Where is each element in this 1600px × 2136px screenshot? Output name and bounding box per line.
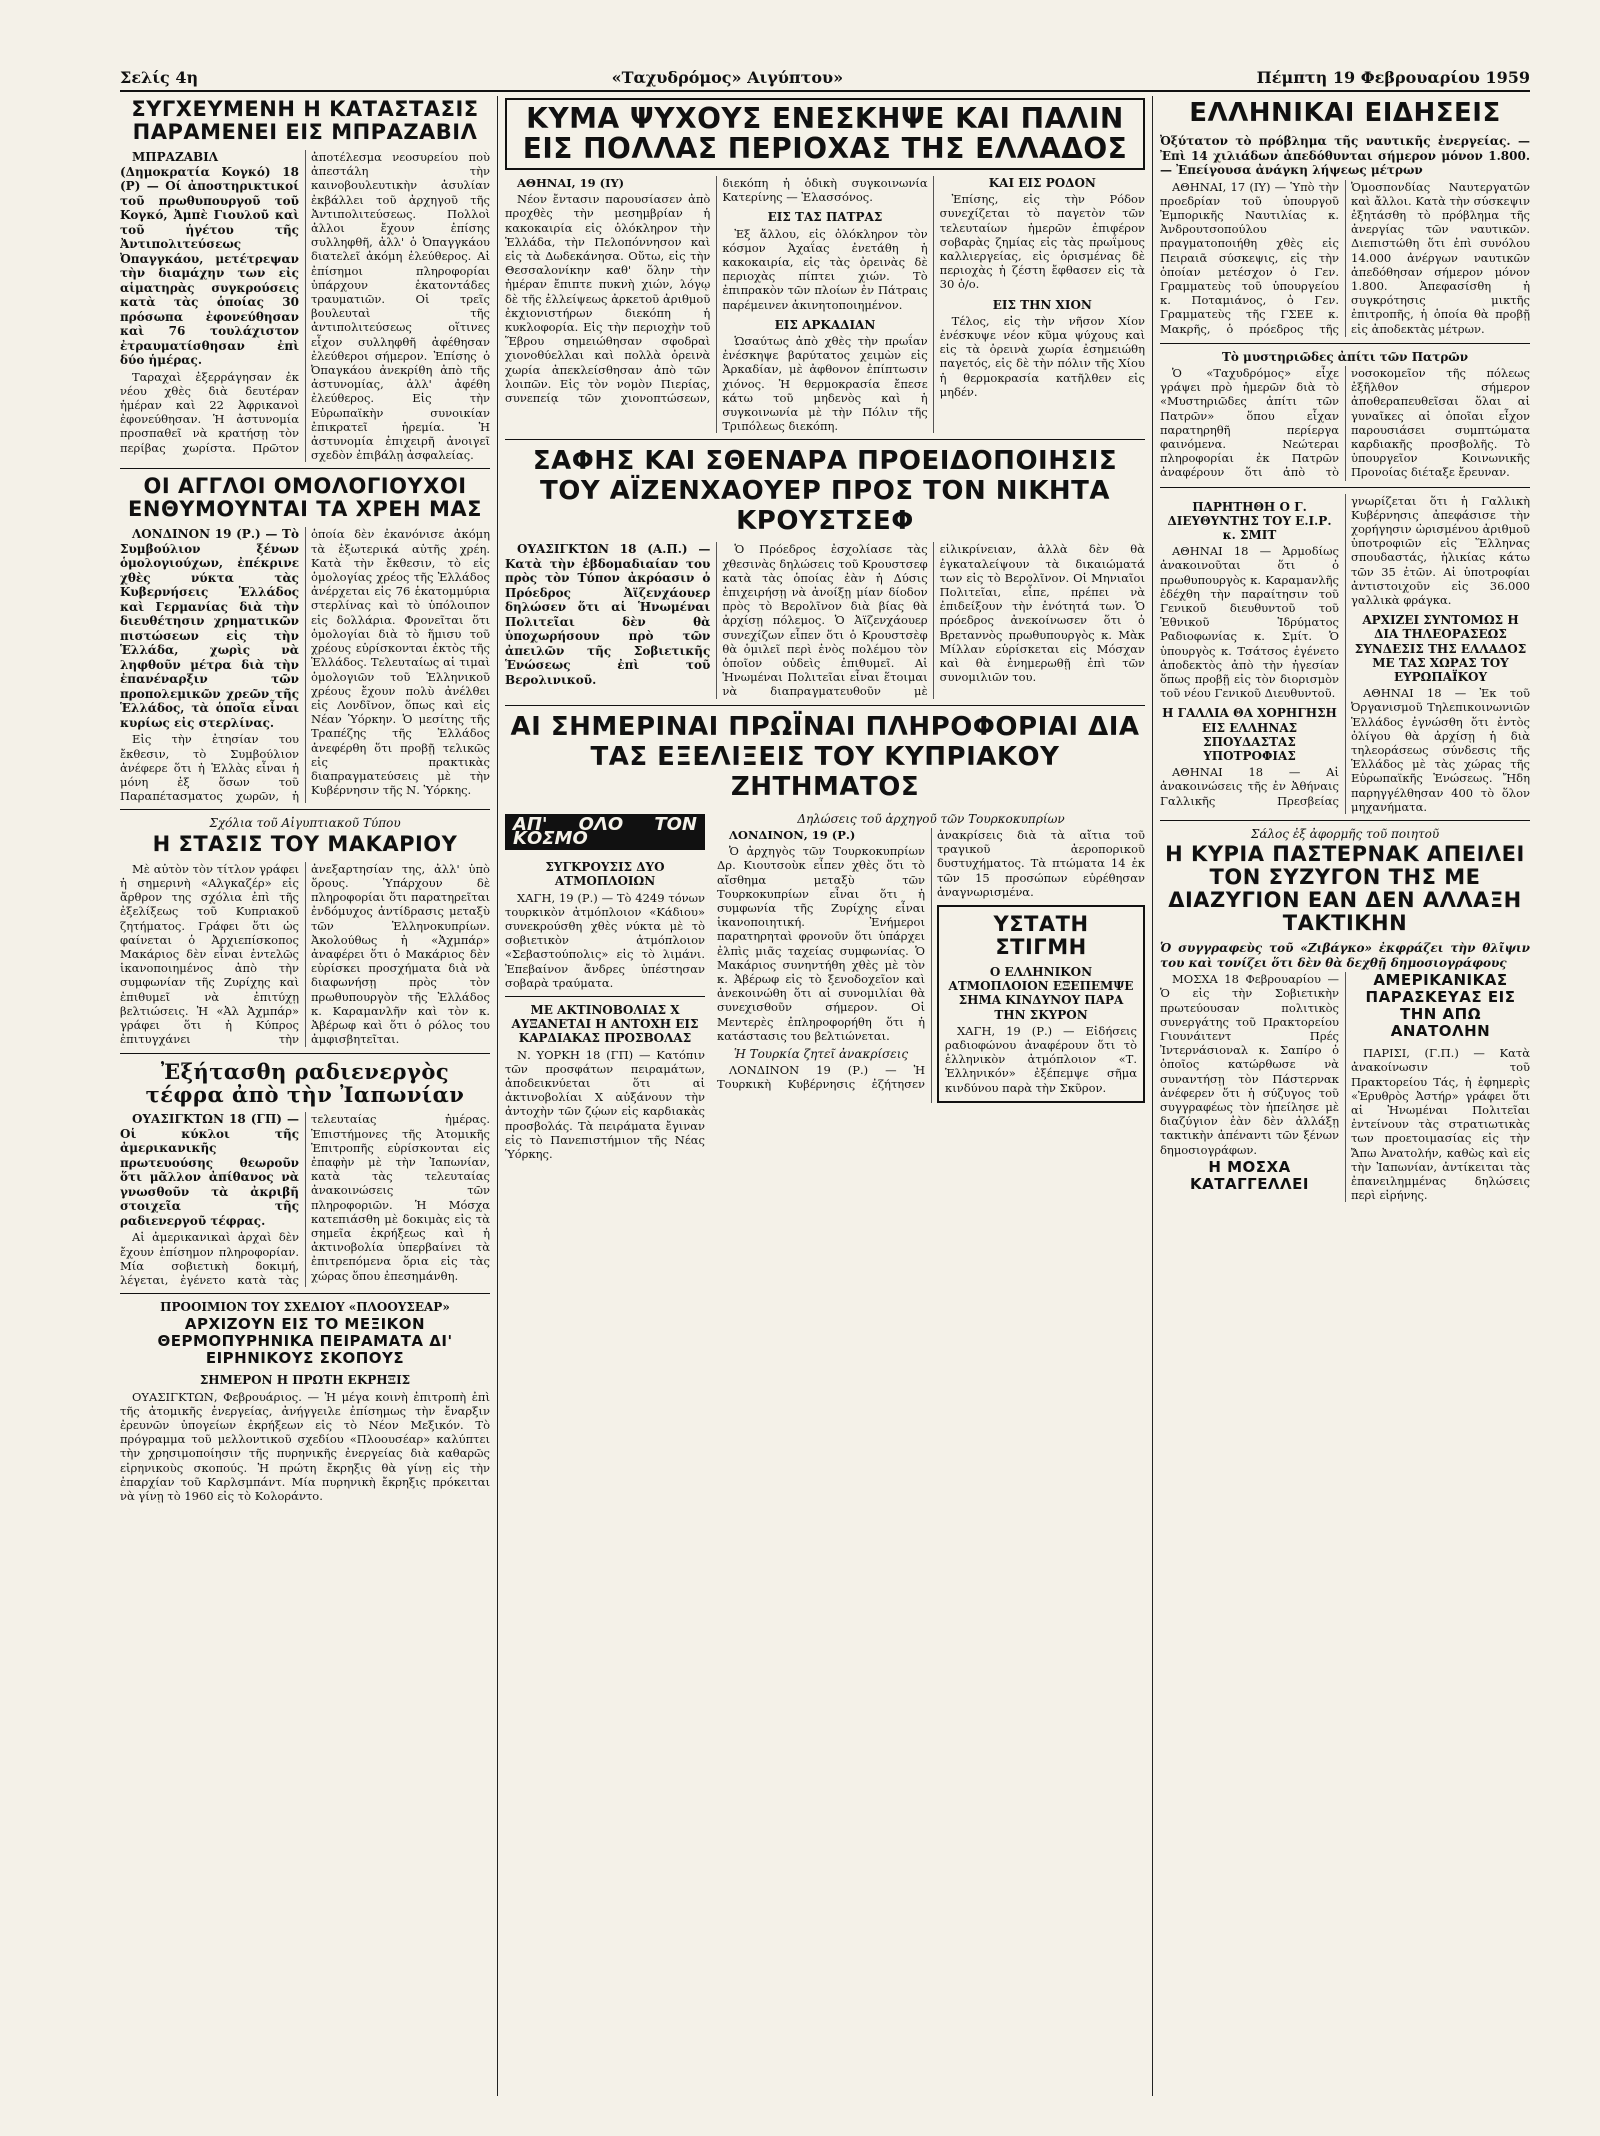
article-lead: ΜΠΡΑΖΑΒΙΛ (Δημοκρατία Κογκό) 18 (Ρ) — Οί ἀποστηρικτικοί τοῦ πρωθυπουργοῦ τοῦ Κογκό, Ἀμπὲ Γιουλοῦ καὶ τοῦ ἡγέτου τῆς Ἀντιπολιτεύσεως Ὀπαγγκάου, μετέτρεψαν τὴν διαμάχην των εἰς αἱματηρὰς συγκρούσεις κατὰ τὰς ὁποίας 30 πρόσωπα ἐφονεύθησαν καὶ 76 τουλάχιστον ἐτραυματίσθησαν ἐπὶ δύο ἡμέρας.: [120, 150, 299, 367]
bondholders-headline: ΟΙ ΑΓΓΛΟΙ ΟΜΟΛΟΓΙΟΥΧΟΙ ΕΝΘΥΜΟΥΝΤΑΙ ΤΑ ΧΡΕΗ ΜΑΣ: [128, 474, 482, 522]
brazzaville-article: [120, 150, 490, 462]
masthead-bar: [120, 64, 1530, 92]
moscow-headline: Η ΜΟΣΧΑ ΚΑΤΑΓΓΕΛΛΕΙ ΑΜΕΡΙΚΑΝΙΚΑΣ ΠΑΡΑΣΚΕΥΑΣ ΕΙΣ ΤΗΝ ΑΠΩ ΑΝΑΤΟΛΗΝ: [1190, 971, 1516, 1193]
pasternak-article: [1160, 972, 1530, 1202]
divider: [505, 439, 1145, 440]
world-heading: ΣΥΓΚΡΟΥΣΙΣ ΔΥΟ ΑΤΜΟΠΛΟΙΩΝ: [545, 860, 665, 889]
article-body: Νέον ἔντασιν παρουσίασεν ἀπὸ προχθὲς τὴν μεσημβρίαν ἡ κακοκαιρία εἰς ὁλόκληρον τὴν Ἑλλάδα, τὴν Πελοπόννησον καὶ εἰς τὰ Δωδεκάνησα. Οὕτω, εἰς τὴν Θεσσαλονίκην καθ' ὅλην τὴν ἡμέραν ἔπιπτε πυκνὴ χιών, λόγῳ δὲ τῆς ἐλλείψεως ἀρκετοῦ ἀριθμοῦ ἐκχιονιστήρων διεκόπη ἡ κυκλοφορία. Εἰς τὴν περιοχὴν τοῦ Ἕβρου σημειώθησαν σφοδραὶ χιονοθύελλαι καὶ πολλὰ ὀρεινὰ χωρία ἀπεκλείσθησαν ἀπὸ τῶν λοιπῶν. Εἰς τὸν νομὸν Πιερίας, συνεπείᾳ τῶν χιονοπτώσεων, διεκόπη ἡ ὁδικὴ συγκοινωνία Κατερίνης — Ἐλασσόνος.: [505, 176, 928, 406]
section-heading: ΚΑΙ ΕΙΣ ΡΟΔΟΝ: [988, 176, 1096, 190]
eisenhower-headline: ΣΑΦΗΣ ΚΑΙ ΣΘΕΝΑΡΑ ΠΡΟΕΙΔΟΠΟΙΗΣΙΣ ΤΟΥ ΑΪΖΕΝΧΑΟΥΕΡ ΠΡΟΣ ΤΟΝ ΝΙΚΗΤΑ ΚΡΟΥΣΤΣΕΦ: [532, 446, 1118, 537]
right-column: [1160, 96, 1530, 2096]
patras-mystery-headline: Τὸ μυστηριῶδες ἀπίτι τῶν Πατρῶν: [1221, 349, 1469, 364]
divider: [1160, 487, 1530, 488]
article-lead: Ὀξύτατον τὸ πρόβλημα τῆς ναυτικῆς ἐνεργείας. — Ἐπὶ 14 χιλιάδων ἀπεδόθυνται σήμερον μόνον 1.800. — Ἐπείγουσα ἀνάγκη λήψεως μέτρων: [1160, 134, 1530, 177]
brief-news: [1160, 494, 1530, 814]
radioactive-article: [120, 1112, 490, 1287]
divider: [505, 996, 705, 997]
article-body: Ἐξ ἄλλου, εἰς ὁλόκληρον τὸν κόσμον Ἀχαΐας ἐνετάθη ἡ κακοκαιρία, εἰς τὰς ὀρεινὰς δὲ περιοχὰς πίπτει χιών. Τὸ ἐπιπρακὸν τῶν πλοίων ἐν Πάτραις παρέμεινεν ἀκινητοποιημένον.: [722, 226, 928, 312]
plowshare-headline: ΑΡΧΙΖΟΥΝ ΕΙΣ ΤΟ ΜΕΞΙΚΟΝ ΘΕΡΜΟΠΥΡΗΝΙΚΑ ΠΕΙΡΑΜΑΤΑ ΔΙ' ΕΙΡΗΝΙΚΟΥΣ ΣΚΟΠΟΥΣ: [157, 1315, 453, 1368]
article-body: Αἱ ἀμερικανικαὶ ἀρχαὶ δὲν ἔχουν ἐπίσημον πληροφορίαν. Μία σοβιετικὴ δοκιμή, λέγεται, ἐγένετο κατὰ τὰς τελευταίας ἡμέρας. Ἐπιστήμονες τῆς Ἀτομικῆς Ἐπιτροπῆς εὑρίσκονται εἰς ἐπαφὴν μὲ τὴν Ἰαπωνίαν, κατὰ τὰς τελευταίας ἀνακοινώσεις τῶν πληροφοριῶν. Ἡ Μόσχα κατεπιάσθη μὲ δοκιμὰς εἰς τὰ σημεῖα ἐκρήξεως καὶ ἡ ἀκτινοβολία ὑπερβαίνει τὰ ἐπιτρεπόμενα ὅρια εἰς τὰς χώρας ὅπου ἐπεσημάνθη.: [120, 1112, 490, 1287]
article-body: Ὡσαύτως ἀπὸ χθὲς τὴν πρωΐαν ἐνέσκηψε βαρύτατος χειμὼν εἰς Ἀρκαδίαν, μὲ ἀφθονον ἐπίπτωσιν χιόνος. Ἡ θερμοκρασία ἔπεσε κάτω τοῦ μηδενὸς καὶ ἡ συγκοινωνία μὲ τὴν Πόλιν τῆς Τριπόλεως διεκόπη.: [722, 334, 928, 434]
article-body: Ταραχαὶ ἐξερράγησαν ἐκ νέου χθὲς διὰ δευτέραν ἡμέραν καὶ 22 Ἀφρικανοὶ ἐφονεύθησαν. Ἡ ἀστυνομία προσπαθεῖ νὰ κρατήσῃ τὸν περίβας χωρίστα. Πρῶτον ἀποτέλεσμα νεοσυρείου ποὺ ἀπεστάλη τὴν καινοβουλευτικὴν ἀσυλίαν ἐκβάλλει τοῦ ἀρχηγοῦ τῆς Ἀντιπολιτεύσεως. Πολλοὶ ἀλλοι ἔχουν ἐπίσης συλληφθῆ, ἀλλ' ὁ Ὀπαγγκάου διατελεῖ ἀκόμη ἐλεύθερος. Αἱ ἐπίσημοι πληροφορίαι ὑπάρχουν ἑκατοντάδες τραυματιῶν. Οἱ τρεῖς βουλευταὶ τῆς ἀντιπολιτεύσεως οἵτινες εἶχον συλληφθῆ ἀφέθησαν ἐλεύθεροι σήμερον. Ἐπίσης ὁ Ὀπαγκάου ἀνεκρίθη ἀπὸ τῆς ἀστυνομίας, ἀλλ' ἀφέθη ἐλεύθερος. Εἰς τὴν Εὐρωπαϊκὴν συνοικίαν ἐπικρατεῖ ἡρεμία. Ἡ ἀστυνομία ἐπιχειρῆ ἀνοιγεῖ σχεδὸν ἐπιβάλῃ ἀσφαλείας.: [120, 150, 490, 463]
article-body: ΑΘΗΝΑΙ 18 — Αἱ ἀνακοινώσεις τῆς ἐν Ἀθήναις Γαλλικῆς Πρεσβείας γνωρίζεται ὅτι ἡ Γαλλικὴ Κυβέρνησις ἀπεφάσισε τὴν χορήγησιν ὡρισμένου ἀριθμοῦ ὑποτροφιῶν εἰς Ἕλληνας σπουδαστάς, ἡλικίας κάτω τῶν 35 ἐτῶν. Αἱ ὑποτροφίαι ἀντιστοιχοῦν εἰς 36.000 γαλλικὰ φράγκα.: [1160, 493, 1530, 808]
article-lead: ΟΥΑΣΙΓΚΤΩΝ 18 (Α.Π.) — Κατὰ τὴν ἑβδομαδιαίαν του πρὸς τὸν Τύπον ἀκρόασιν ὁ Πρόεδρος Ἀϊζενχάουερ δηλώσεν ὅτι αἱ Ἡνωμέναι Πολιτεῖαι δὲν θὰ ὑποχωρήσουν πρὸ τῶν ἀπειλῶν τῆς Σοβιετικῆς Ἑνώσεως ἐπὶ τοῦ Βερολινικοῦ.: [505, 542, 711, 687]
article-body: Εἰς τὴν ἐτησίαν του ἔκθεσιν, τὸ Συμβούλιον ἀνέφερε ὅτι ἡ Ἑλλὰς εἶναι ἡ μόνη ἐξ ὅσων τοῦ Παραπέτασματος χωρῶν, ἡ ὁποία δὲν ἐκανόνισε ἀκόμη τὰ ἐξωτερικά αὐτῆς χρέη. Κατὰ τὴν ἔκθεσιν, τὸ εἰς ὁμολογίας χρέος τῆς Ἑλλάδος ἀνέρχεται εἰς 76 ἑκατομμύρια στερλίνας καὶ τὸ ὑπόλοιπον εἰς δολλάρια. Φρονεῖται ὅτι ὁμολογίαι διὰ τὸ ἥμισυ τοῦ χρέους εὑρίσκονται ἐκτὸς τῆς Ἑλλάδος. Τελευταίως αἱ τιμαὶ ὁμολογιῶν τοῦ Ἑλληνικοῦ χρέους ἔχουν πολὺ ἀνέλθει εἰς Λονδῖνον, ὅπως καὶ εἰς Νέαν Ὑόρκην. Ὁ μεσίτης τῆς Τραπέζης τῆς Ἑλλάδος ἀνεφέρθη ὅτι προβῇ τελικῶς εἰς πρακτικὰς διαπραγματεύσεις μὲ τὴν Κυβέρνησιν τῆς Ν. Ὑόρκης.: [120, 527, 490, 804]
article-body: ΟΥΑΣΙΓΚΤΩΝ, Φεβρουάριος. — Ἡ μέγα κοινὴ ἐπιτροπὴ ἐπὶ τῆς ἀτομικῆς ἐνεργείας, ἀνήγγειλε ἐπίσημως τὴν ἔναρξιν ἐρευνῶν ὑπογείων ἐκρήξεων εἰς τὸ Νέον Μεξικόν. Τὸ πρόγραμμα τοῦ μελλοντικοῦ σχεδίου «Πλοουσέαρ» καλύπτει τὴν χρησιμοποίησιν τῆς πυρηνικῆς ἐνεργείας διὰ καθαρῶς εἰρηνικοὺς σκοπούς. Ἡ πρώτη ἔκρηξις θὰ γίνῃ εἰς τὴν ἐπαρχίαν τοῦ Καρλσμπάντ. Μία πυρηνικὴ ἔκρηξις πρόκειται νὰ γίνῃ τὸ 1960 εἰς τὸ Κολοράντο.: [120, 1389, 490, 1503]
divider: [120, 468, 490, 469]
divider: [505, 705, 1145, 706]
article-body: ΠΑΡΙΣΙ, (Γ.Π.) — Κατὰ ἀνακοίνωσιν τοῦ Πρακτορείου Τάς, ἡ ἐφημερὶς «Ἐρυθρὸς Ἀστήρ» γράφει ὅτι αἱ Ἡνωμέναι Πολιτεῖαι ἐντείνουν τὰς στρατιωτικὰς των προετοιμασίας εἰς τὴν Ἄπω Ἀνατολήν, καθὼς καὶ εἰς τὴν Ἰαπωνίαν, ἀντίκειται τὰς ἐπανειλημμένας δηλώσεις περὶ εἰρήνης.: [1351, 1046, 1530, 1203]
patras-mystery-article: [1160, 366, 1530, 481]
plowshare-kicker: ΠΡΟΟΙΜΙΟΝ ΤΟΥ ΣΧΕΔΙΟΥ «ΠΛΟΟΥΣΕΑΡ»: [160, 1300, 450, 1315]
article-body: ΑΘΗΝΑΙ 18 — Ἐκ τοῦ Ὀργανισμοῦ Τηλεπικοινωνιῶν Ἑλλάδος ἐγνώσθη ὅτι ἐντὸς ὀλίγου θὰ ἀρχίσῃ ἡ διὰ τηλεοράσεως σύνδεσις τῆς Ἑλλάδος μὲ τὰς χώρας τῆς Εὐρωπαϊκῆς Ἑνώσεως. Ἤδη παρηγγέλθησαν 400 τὸ ὅλον μηχανήματα.: [1351, 686, 1530, 814]
plowshare-subhead: ΣΗΜΕΡΟΝ Η ΠΡΩΤΗ ΕΚΡΗΞΙΣ: [199, 1373, 411, 1388]
center-column: [505, 96, 1145, 2096]
article-body: ΧΑΓΗ, 19 (Ρ.) — Τὸ 4249 τόνων τουρκικὸν ἀτμόπλοιον «Κάδιου» συνεκρούσθη χθὲς νύκτα μὲ τὸ σοβιετικὸν ἀτμόπλοιον «Σεβαστούπολις» εἰς τὸ λιμάνι. Ἐπεβαίνον ἄνδρες ὑπέστησαν σοβαρὰ τραύματα.: [505, 890, 705, 990]
divider: [120, 1293, 490, 1294]
divider: [1160, 820, 1530, 821]
article-body: Ἐπίσης, εἰς τὴν Ρόδον συνεχίζεται τὸ παγετὸν τῶν τελευταίων ἡμερῶν ἐπιφέρον σοβαρὰς ζημίας εἰς τὰς πρωΐμους καλλιεργείας, εἰς ὁρισμένας δὲ περιοχὰς ἡ ζέστη ἔφθασεν εἰς τὰ 30 ὁ/ο.: [939, 192, 1145, 292]
cyprus-article: [717, 808, 1145, 1163]
article-body: ΑΘΗΝΑΙ, 17 (ΙΥ) — Ὑπὸ τὴν προεδρίαν τοῦ ὑπουργοῦ Ἐμπορικῆς Ναυτιλίας κ. Ἀνδρουτσοπούλου πραγματοποιήθη χθὲς εἰς Πειραιᾶ σύσκεψις, εἰς τὴν ὁποίαν μετέσχον ὁ Γεν. Γραμματεὺς τοῦ ὑπουργείου κ. Ποταμιάνος, ὁ Γεν. Γραμματεὺς τῆς ΓΣΕΕ κ. Μακρῆς, ὁ πρόεδρος τῆς Ὁμοσπονδίας Ναυτεργατῶν καὶ ἄλλοι. Κατὰ τὴν σύσκεψιν ἐξητάσθη τὸ πρόβλημα τῆς ἀνεργίας τῶν ναυτικῶν. Διεπιστώθη ὅτι ἐπὶ συνόλου 14.000 ἀνέργων ναυτικῶν ἀπεδόθησαν σήμερον μόνον 1.800. Ἀπεφασίσθη ἡ συγκρότησις μικτῆς ἐπιτροπῆς, ἡ ὁποία θὰ προβῇ εἰς ἀποδεκτὰς μέτρων.: [1160, 179, 1530, 336]
greek-news-headline: ΕΛΛΗΝΙΚΑΙ ΕΙΔΗΣΕΙΣ: [1189, 98, 1501, 128]
left-column: [120, 96, 490, 2096]
radioactive-headline: Ἐξήτασθη ραδιενεργὸς τέφρα ἀπὸ τὴν Ἰαπωνίαν: [145, 1059, 465, 1108]
article-lead: Ὁ συγγραφεὺς τοῦ «Ζιβάγκο» ἐκφράζει τὴν θλῖψιν του καὶ τονίζει ὅτι δὲν θὰ δεχθῇ δημοσιογράφους: [1160, 941, 1530, 970]
makarios-kicker: Σχόλια τοῦ Αἰγυπτιακοῦ Τύπου: [209, 816, 401, 831]
article-body: Τέλος, εἰς τὴν νῆσον Χίον ἐνέσκυψε νέον κῦμα ψύχους καὶ εἰς τὰ ὀρεινὰ χωρία ἐσημειώθη παγετός, εἰς δὲ τὴν πόλιν τῆς Χίου ἡ θερμοκρασία κατῆλθεν εἰς μηδέν.: [939, 313, 1145, 399]
article-body: Μὲ αὐτὸν τὸν τίτλον γράφει ἡ σημερινὴ «Αλγκαζέρ» εἰς ἄρθρον της σχόλια ἐπὶ τῆς ἐξελίξεως τοῦ Κυπριακοῦ ζητήματος. Γράφει ὅτι ὡς φαίνεται ὁ Ἀρχιεπίσκοπος Μακάριος δὲν εἶναι ἐντελῶς ἱκανοποιημένος ἀπὸ τὴν συμφωνίαν τῆς Ζυρίχης καὶ ἐπιθυμεῖ νὰ ἐπιτύχῃ βελτιώσεις. Ἡ «Ἀλ Ἀχμπάρ» γράφει ὅτι ἡ Κύπρος ἐπιτυγχάνει τὴν ἀνεξαρτησίαν της, ἀλλ' ὑπὸ ὅρους. Ὑπάρχουν δὲ πληροφορίαι ὅτι παρατηρεῖται ἐνδόμυχος ἀντίδρασις μεταξὺ τῶν Ἑλληνοκυπρίων. Ἀκολούθως ἡ «Ἀχμπάρ» ἀναφέρει ὅτι ὁ Μακάριος δὲν εὑρίσκει προσχήματα διὰ νὰ διαφωνήσῃ πρὸς τὸν πρωθυπουργὸν τῆς Ἑλλάδος κ. Καραμανλῆν καὶ τὸν κ. Ἀβέρωφ καὶ ὅτι ὁ ρόλος του ἀμφισβητεῖται.: [120, 861, 490, 1047]
world-heading: ΜΕ ΑΚΤΙΝΟΒΟΛΙΑΣ Χ ΑΥΞΑΝΕΤΑΙ Η ΑΝΤΟΧΗ ΕΙΣ ΚΑΡΔΙΑΚΑΣ ΠΡΟΣΒΟΛΑΣ: [511, 1002, 699, 1046]
section-heading: ΕΙΣ ΤΑΣ ΠΑΤΡΑΣ: [767, 210, 883, 225]
article-body: Ὁ «Ταχυδρόμος» εἶχε γράψει πρὸ ἡμερῶν διὰ τὸ «Μυστηριῶδες ἀπίτι τῶν Πατρῶν» ὅπου εἶχαν παρατηρηθῆ περίεργα φαινόμενα. Νεώτεραι πληροφορίαι ἐκ Πατρῶν ἀναφέρουν ὅτι ἀπὸ τὸ νοσοκομεῖον τῆς πόλεως ἐξῆλθον σήμερον ἀποθεραπευθεῖσαι ὅλαι αἱ γυναῖκες αἱ ὁποῖαι εἶχον παρουσιάσει συμπτώματα καρδιακῆς προσβολῆς. Τὸ ὑπουργεῖον Κοινωνικῆς Προνοίας διέταξε ἔρευναν.: [1160, 365, 1530, 480]
makarios-headline: Η ΣΤΑΣΙΣ ΤΟΥ ΜΑΚΑΡΙΟΥ: [152, 831, 458, 856]
world-logo: ΑΠ' ΟΛΟ ΤΟΝ ΚΟΣΜΟ: [505, 814, 705, 850]
column-divider: [497, 96, 498, 2096]
pasternak-headline: Η ΚΥΡΙΑ ΠΑΣΤΕΡΝΑΚ ΑΠΕΙΛΕΙ ΤΟΝ ΣΥΖΥΓΟΝ ΤΗΣ ΜΕ ΔΙΑΖΥΓΙΟΝ ΕΑΝ ΔΕΝ ΑΛΛΑΞΗ ΤΑΚΤΙΚΗΝ: [1165, 842, 1525, 936]
section-heading: ΕΙΣ ΑΡΚΑΔΙΑΝ: [774, 317, 876, 332]
article-body: Ν. ΥΟΡΚΗ 18 (ΓΠ) — Κατόπιν τῶν προσφάτων πειραμάτων, ἀποδεικνύεται ὅτι αἱ ἀκτινοβολίαι Χ αὐξάνουν τὴν ἀντοχὴν τῶν ζῴων εἰς καρδιακὰς προσβολάς. Τὰ πειράματα ἔγιναν εἰς τὸ Πανεπιστήμιον τῆς Νέας Ὑόρκης.: [505, 1047, 705, 1161]
pasternak-kicker: Σάλος ἐξ ἀφορμῆς τοῦ ποιητοῦ: [1250, 827, 1440, 842]
article-body: ΛΟΝΔΙΝΟΝ 19 (Ρ.) — Ἡ Τουρκικὴ Κυβέρνησις ἐζήτησεν ἀνακρίσεις διὰ τὰ αἴτια τοῦ τραγικοῦ ἀεροπορικοῦ δυστυχήματος. Τὰ πτώματα 14 ἐκ τῶν 15 προσώπων εὑρέθησαν ἀναγνωρισμένα.: [717, 827, 1145, 1092]
divider: [120, 809, 490, 810]
issue-date: Πέμπτη 19 Φεβρουαρίου 1959: [1256, 67, 1530, 87]
paper-name: «Ταχυδρόμος» Αιγύπτου»: [611, 67, 844, 87]
eir-headline: ΠΑΡΗΤΗΘΗ Ο Γ. ΔΙΕΥΘΥΝΤΗΣ ΤΟΥ Ε.Ι.Ρ. κ. ΣΜΙΤ: [1167, 499, 1332, 542]
article-dateline: ΑΘΗΝΑΙ, 19 (ΙΥ): [517, 176, 625, 190]
france-headline: Η ΓΑΛΛΙΑ ΘΑ ΧΟΡΗΓΗΣΗ ΕΙΣ ΕΛΛΗΝΑΣ ΣΠΟΥΔΑΣΤΑΣ ΥΠΟΤΡΟΦΙΑΣ: [1162, 706, 1337, 764]
article-body: Ὁ ἀρχηγὸς τῶν Τουρκοκυπρίων Δρ. Κιουτσοὺκ εἶπεν χθὲς ὅτι τὸ αἴσθημα μεταξὺ τῶν Τουρκοκυπρίων εἶναι ὅτι ἡ συμφωνία τῆς Ζυρίχης εἶναι ἱκανοποιητική. Ἐνήμεροι παρατηρηταὶ φρονοῦν ὅτι ὑπάρχει ἐλπὶς μιᾶς ταχείας συμφωνίας. Ὁ Μακάριος συνηντήθη χθὲς μὲ τὸν κ. Ἀβέρωφ εἰς τὸ ξενοδοχεῖον καὶ ἀνεκοινώθη ὅτι αἱ συνομιλίαι θὰ συνεχισθοῦν σήμερον. Οἱ Μεντερὲς ἐπληροφορήθη ὅτι ἡ κατάστασις του βελτιώνεται.: [717, 844, 925, 1043]
article-body: Ὁ Πρόεδρος ἐσχολίασε τὰς χθεσινὰς δηλώσεις τοῦ Κρουστσεφ κατὰ τὰς ὁποίας ἐὰν ἡ Δύσις ἐπιχειρήσῃ νὰ ἀνοίξῃ μίαν δίοδον πρὸς τὸ Βερολῖνον διὰ βίας θὰ ἀρχίσῃ πόλεμος. Ὁ Ἀϊζενχάουερ συνεχίζων εἶπεν ὅτι ὁ Κρουστσὲφ θὰ ὁμιλεῖ περὶ ἐνὸς πολέμου τὸν ὁποῖον οὐδεὶς ἐπιθυμεῖ. Αἱ Ἡνωμέναι Πολιτεῖαι εἶναι ἕτοιμαι νὰ διαπραγματευθοῦν μὲ εἰλικρίνειαν, ἀλλὰ δὲν θὰ ἐγκαταλείψουν τὰ δικαιώματά των εἰς τὸ Βερολῖνον. Οἱ Μηνιαῖοι Πολιτεῖαι, εἶπε, πρέπει νὰ ἐπιδείξουν τὴν ἑνότητά των. Ὁ πρόεδρος ἀνεκοίνωσεν ὅτι ὁ Βρεταννὸς πρωθυπουργὸς κ. Μὰκ Μίλλαν εὑρίσκεται εἰς Μόσχαν καὶ θὰ ἐνημερωθῇ ἐπὶ τῶν συνομιλιῶν του.: [722, 542, 1145, 699]
greek-news-article: [1160, 180, 1530, 337]
tv-headline: ΑΡΧΙΖΕΙ ΣΥΝΤΟΜΩΣ Η ΔΙΑ ΤΗΛΕΟΡΑΣΕΩΣ ΣΥΝΔΕΣΙΣ ΤΗΣ ΕΛΛΑΔΟΣ ΜΕ ΤΑΣ ΧΩΡΑΣ ΤΟΥ ΕΥΡΩΠΑΪΚΟΥ: [1354, 613, 1527, 684]
column-divider: [1152, 96, 1153, 2096]
cold-wave-headline: ΚΥΜΑ ΨΥΧΟΥΣ ΕΝΕΣΚΗΨΕ ΚΑΙ ΠΑΛΙΝ ΕΙΣ ΠΟΛΛΑΣ ΠΕΡΙΟΧΑΣ ΤΗΣ ΕΛΛΑΔΟΣ: [505, 98, 1145, 170]
section-heading: ΕΙΣ ΤΗΝ ΧΙΟΝ: [992, 297, 1092, 312]
cyprus-section: [505, 808, 1145, 1163]
article-lead: ΟΥΑΣΙΓΚΤΩΝ 18 (ΓΠ) — Οἱ κύκλοι τῆς ἀμερικανικῆς πρωτευούσης θεωροῦν ὅτι μᾶλλον ἀπίθανος νὰ γνωσθοῦν τὰ ἀκριβῆ στοιχεῖα τῆς ραδιενεργοῦ τέφρας.: [120, 1112, 299, 1228]
article-body: ΧΑΓΗ, 19 (Ρ.) — Εἰδήσεις ραδιοφώνου ἀναφέρουν ὅτι τὸ ἑλληνικὸν ἀτμόπλοιον «Τ. Ἑλληνικόν» ἐξέπεμψε σῆμα κινδύνου παρὰ τὴν Σκῦρον.: [945, 1023, 1137, 1095]
divider: [120, 1053, 490, 1054]
cyprus-headline: ΑΙ ΣΗΜΕΡΙΝΑΙ ΠΡΩΪΝΑΙ ΠΛΗΡΟΦΟΡΙΑΙ ΔΙΑ ΤΑΣ ΕΞΕΛΙΞΕΙΣ ΤΟΥ ΚΥΠΡΙΑΚΟΥ ΖΗΤΗΜΑΤΟΣ: [510, 711, 1140, 802]
article-body: ΑΘΗΝΑΙ 18 — Ἀρμοδίως ἀνακοινοῦται ὅτι ὁ πρωθυπουργὸς κ. Καραμανλῆς ἐδέχθη τὴν παραίτησιν τοῦ Γενικοῦ διευθυντοῦ τοῦ Ἐθνικοῦ Ἱδρύματος Ραδιοφωνίας κ. Σμίτ. Ὁ ὑπουργὸς κ. Τσάτσος ἐγένετο ἀποδεκτὸς ἀπὸ τὴν ἡγεσίαν ὅπως προβῇ εἰς τὸν διορισμὸν τοῦ νέου Γενικοῦ Διευθυντοῦ.: [1160, 544, 1339, 701]
world-box: [505, 808, 705, 1163]
makarios-article: [120, 862, 490, 1048]
cold-wave-article: [505, 176, 1145, 433]
last-minute-headline: ΥΣΤΑΤΗ ΣΤΙΓΜΗ: [993, 911, 1089, 959]
last-minute-box: [937, 905, 1145, 1103]
bondholders-article: [120, 527, 490, 803]
turkey-kicker: Ἡ Τουρκία ζητεῖ ἀνακρίσεις: [733, 1046, 909, 1061]
article-body: ΜΟΣΧΑ 18 Φεβρουαρίου — Ὁ εἰς τὴν Σοβιετικὴν πρωτεύουσαν πολιτικὸς συνεργάτης τοῦ Πρακτορείου Γιουνάιτεντ Πρές Ἰντερνάσιοναλ κ. Σαπίρο ὁ ὁποῖος κατώρθωσε νὰ συναντήσῃ τὸν Πάστερνακ ἀνέφερεν ὅτι ἡ σύζυγος τοῦ συγγραφέως τὸν ἠπείλησε μὲ διαζύγιον ἐὰν δὲν ἀλλάξῃ τακτικὴν ἀπέναντι τῶν ξένων δημοσιογράφων.: [1160, 972, 1339, 1157]
last-minute-subhead: Ο ΕΛΛΗΝΙΚΟΝ ΑΤΜΟΠΛΟΙΟΝ ΕΞΕΠΕΜΨΕ ΣΗΜΑ ΚΙΝΔΥΝΟΥ ΠΑΡΑ ΤΗΝ ΣΚΥΡΟΝ: [948, 964, 1134, 1022]
article-dateline: ΛΟΝΔΙΝΟΝ, 19 (Ρ.): [729, 827, 856, 842]
brazzaville-headline: ΣΥΓΧΕΥΜΕΝΗ Η ΚΑΤΑΣΤΑΣΙΣ ΠΑΡΑΜΕΝΕΙ ΕΙΣ ΜΠΡΑΖΑΒΙΛ: [131, 97, 479, 144]
cyprus-kicker: Δηλώσεις τοῦ ἀρχηγοῦ τῶν Τουρκοκυπρίων: [797, 811, 1065, 826]
divider: [1160, 343, 1530, 344]
page-number: Σελίς 4η: [120, 67, 199, 87]
eisenhower-article: [505, 542, 1145, 698]
article-lead: ΛΟΝΔΙΝΟΝ 19 (Ρ.) — Τὸ Συμβούλιον ξένων ὁμολογιούχων, ἐπέκρινε χθὲς νύκτα τὰς Κυβερνήσεις Ἑλλάδος καὶ Γερμανίας διὰ τὴν διευθέτησιν χρηματικῶν πιστώσεων εἰς τὴν Ἑλλάδα, χωρὶς νὰ ληφθοῦν μέτρα διὰ τὴν ἐπανέναρξιν τῶν προπολεμικῶν χρεῶν τῆς Ἑλλάδος, τὰ ὁποῖα εἶναι κυρίως εἰς στερλίνας.: [120, 527, 299, 730]
